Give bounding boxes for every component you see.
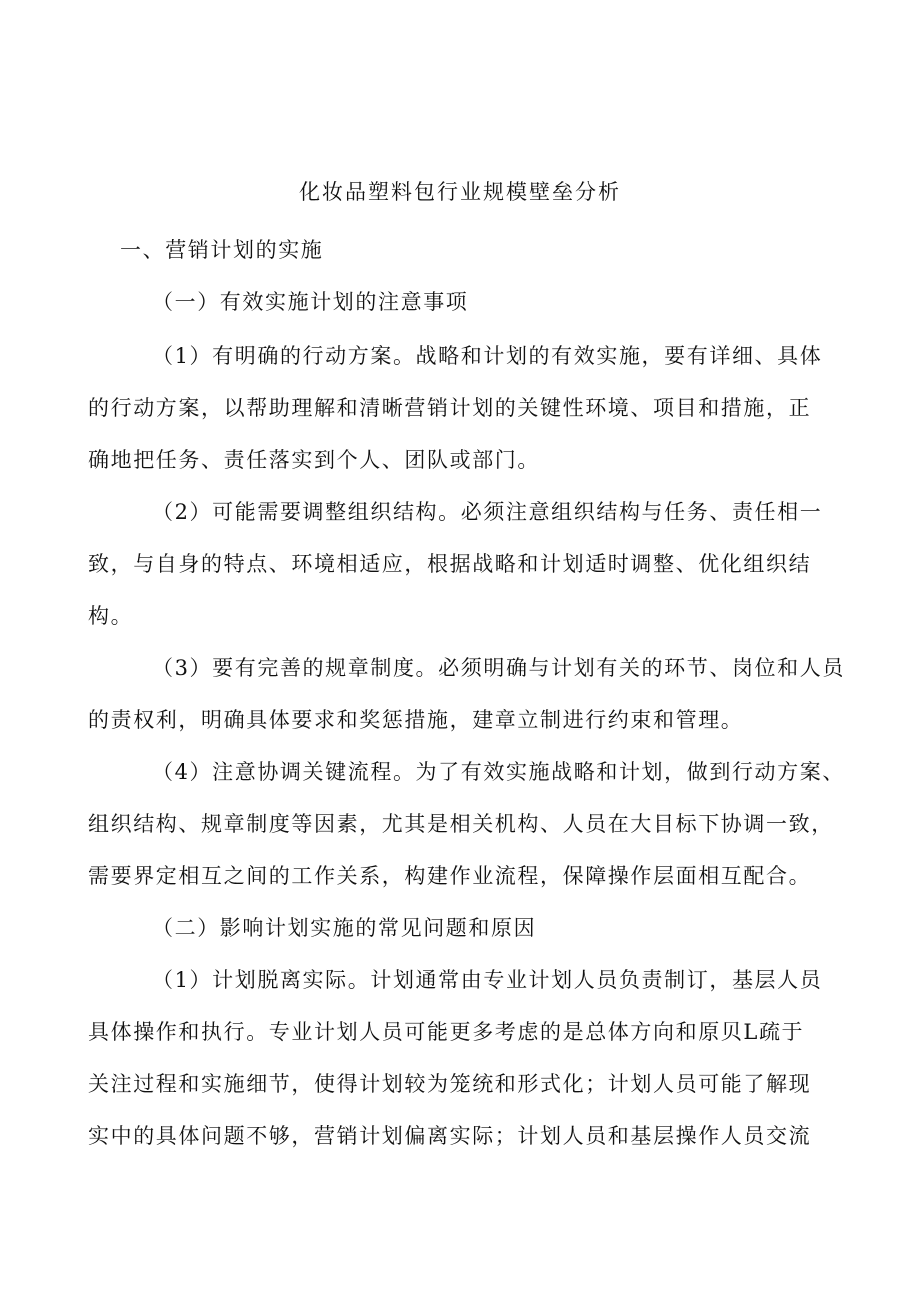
- paragraph-line: 需要界定相互之间的工作关系，构建作业流程，保障操作层面相互配合。: [88, 864, 812, 888]
- paragraph-line: （3）要有完善的规章制度。必须明确与计划有关的环节、岗位和人员: [152, 656, 845, 680]
- paragraph-line: 的行动方案，以帮助理解和清晰营销计划的关键性环境、项目和措施，正: [88, 396, 812, 420]
- paragraph-line: 具体操作和执行。专业计划人员可能更多考虑的是总体方向和原贝L疏于: [88, 1020, 805, 1044]
- paragraph-line: （4）注意协调关键流程。为了有效实施战略和计划，做到行动方案、: [152, 760, 845, 784]
- paragraph-line: 组织结构、规章制度等因素，尤其是相关机构、人员在大目标下协调一致，: [88, 812, 834, 836]
- section-heading: 一、营销计划的实施: [120, 238, 324, 262]
- paragraph-line: 致，与自身的特点、环境相适应，根据战略和计划适时调整、优化组织结: [88, 552, 812, 576]
- document-title: 化妆品塑料包行业规模壁垒分析: [299, 180, 621, 204]
- subsection-heading: （一）有效实施计划的注意事项: [152, 290, 469, 314]
- paragraph-line: 构。: [88, 604, 134, 628]
- paragraph-line: （1）有明确的行动方案。战略和计划的有效实施，要有详细、具体: [152, 344, 823, 368]
- subsection-heading: （二）影响计划实施的常见问题和原因: [152, 916, 537, 940]
- paragraph-line: （2）可能需要调整组织结构。必须注意组织结构与任务、责任相一: [152, 500, 823, 524]
- paragraph-line: 关注过程和实施细节，使得计划较为笼统和形式化；计划人员可能了解现: [88, 1072, 812, 1096]
- paragraph-line: 实中的具体问题不够，营销计划偏离实际；计划人员和基层操作人员交流: [88, 1124, 812, 1148]
- paragraph-line: 确地把任务、责任落实到个人、团队或部门。: [88, 448, 540, 472]
- paragraph-line: 的责权利，明确具体要求和奖惩措施，建章立制进行约束和管理。: [88, 708, 744, 732]
- paragraph-line: （1）计划脱离实际。计划通常由专业计划人员负责制订，基层人员: [152, 968, 823, 992]
